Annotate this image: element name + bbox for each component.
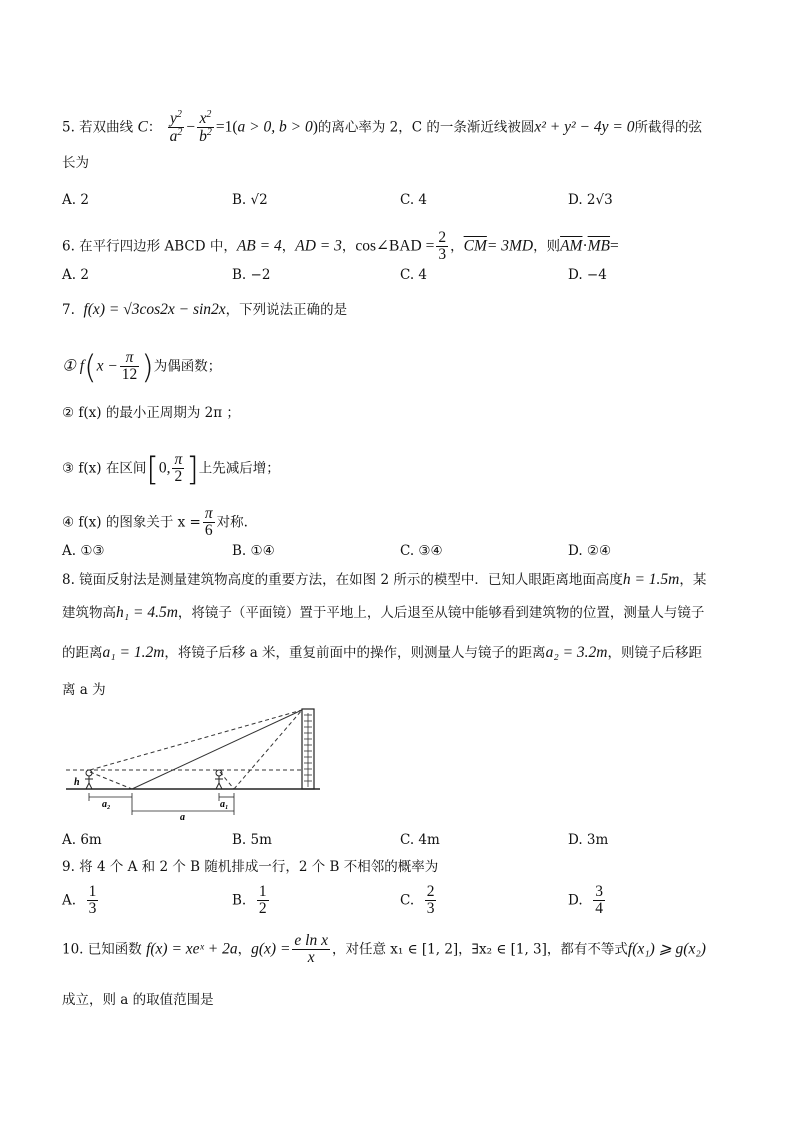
q9-stem: 9. 将 4 个 A 和 2 个 B 随机排成一行，2 个 B 不相邻的概率为 [62,859,439,875]
q6-then: ，则 [533,238,561,255]
q6-option-c[interactable]: C. 4 [400,267,428,283]
q5-option-d[interactable]: D. 2√3 [568,192,613,208]
q8-line1: 8. 镜面反射法是测量建筑物高度的重要方法，在如图 2 所示的模型中．已知人眼距离地面高度h = 1.5m，某 [62,571,707,588]
q7-statement-2: ② f(x) 的最小正周期为 2π ； [62,405,240,421]
fig-label-a1: a₁ [220,799,229,810]
q5-option-b[interactable]: B. √2 [232,192,268,208]
q7-stem-suffix: ，下列说法正确的是 [225,302,348,318]
q5-frac-y: $\frac{y^2}{a^2}$ [169,109,183,146]
q6-vec-cm: $\overline{CM}$ [463,237,487,255]
q9-option-b[interactable]: B. $\frac{1}{2}$ [232,883,267,918]
fig-label-h: h [74,777,80,788]
q8-option-a[interactable]: A. 6m [62,832,102,848]
q6-frac: $\frac{2}{3}$ [438,229,447,264]
q7-stem: 7. f(x) = √3cos2x − sin2x，下列说法正确的是 [62,301,348,318]
q5-suffix: 所截得的弦 [634,119,702,136]
q5-line1: 5. 若双曲线 C： $\frac{y^2}{a^2}$ − $\frac{x^2}{b^2}$ =1(a > 0, b > 0)的离心率为 2，C 的一条渐近线被圆x² + y² − 4y = 0所截得的弦 [62,109,702,146]
person-1 [85,770,93,789]
q6-vec-am: $\overline{AM}$ [560,237,583,255]
q6-line1: 6. 在平行四边形 ABCD 中，AB = 4，AD = 3，cos∠BAD = $\frac{2}{3}$ ，$\overline{CM}= 3MD$，则$\overline{AM}\cdot\overline{MB}=$ [62,229,619,264]
q5-curve: C [137,118,148,136]
q8-line4: 离 a 为 [62,682,106,698]
q6-cos: cos∠BAD = [355,237,435,255]
q5-option-c[interactable]: C. 4 [400,192,428,208]
q5-circle: x² + y² − 4y = 0 [534,118,635,136]
q7-statement-1: ① f(x − $\frac{\pi}{12}$ )为偶函数； [62,347,222,386]
q6-option-d[interactable]: D. −4 [568,267,607,283]
q6-vec-md: = 3MD [486,237,534,255]
q6-ab: AB = 4 [236,237,282,255]
q7-option-c[interactable]: C. ③④ [400,543,443,559]
q8-line3: 的距离a₁ = 1.2m，将镜子后移 a 米，重复前面中的操作，则测量人与镜子的距离a₂ = 3.2m，则镜子后移距 [62,644,702,661]
q5-mid: 的离心率为 2，C 的一条渐近线被圆 [317,119,535,136]
q10-line2: 成立，则 a 的取值范围是 [62,992,214,1008]
q6-prefix: 6. 在平行四边形 ABCD 中， [62,238,237,255]
q5-eq: =1 [215,118,233,136]
fig-label-a: a [180,812,185,821]
q6-vec-mb: $\overline{MB}$ [587,237,611,255]
q8-mirror-figure [62,703,332,821]
q5-prefix: 5. 若双曲线 [62,119,138,136]
q7-option-b[interactable]: B. ①④ [232,543,275,559]
q7-statement-4: ④ f(x) 的图象关于 x = $\frac{\pi}{6}$ 对称. [62,505,248,540]
q5-option-a[interactable]: A. 2 [62,192,89,208]
q7-stem-formula: f(x) = √3cos2x − sin2x [83,301,226,318]
q6-option-a[interactable]: A. 2 [62,267,89,283]
q7-statement-3: ③ f(x) 在区间[0, $\frac{\pi}{2}$ ]上先减后增； [62,449,280,488]
q9-option-c[interactable]: C. $\frac{2}{3}$ [400,883,435,918]
q9-option-a[interactable]: A. $\frac{1}{3}$ [62,883,97,918]
q8-option-b[interactable]: B. 5m [232,832,272,848]
q8-option-c[interactable]: C. 4m [400,832,440,848]
fig-label-a2: a₂ [102,799,111,810]
q6-eq: = [610,237,619,255]
q5-line2: 长为 [62,155,89,171]
q7-option-d[interactable]: D. ②④ [568,543,612,559]
q5-frac-x: $\frac{x^2}{b^2}$ [199,109,212,146]
person-2 [215,770,223,789]
q8-option-d[interactable]: D. 3m [568,832,609,848]
q9-option-d[interactable]: D. $\frac{3}{4}$ [568,883,603,918]
q6-option-b[interactable]: B. −2 [232,267,271,283]
q5-cond: a > 0, b > 0 [237,118,313,136]
q6-ad: AD = 3 [295,237,342,255]
q10-line1: 10. 已知函数 f(x) = xeˣ + 2a，g(x) = $\frac{\text{e ln x}}{x}$ ，对任意 x₁ ∈ [1, 2]，∃x₂ ∈ [1, 3]，都有不等式f(x₁) ⩾ g(x₂) [62,932,706,967]
q7-option-a[interactable]: A. ①③ [62,543,105,559]
q8-line2: 建筑物高h₁ = 4.5m，将镜子（平面镜）置于平地上，人后退至从镜中能够看到建筑物的位置，测量人与镜子 [62,604,705,621]
